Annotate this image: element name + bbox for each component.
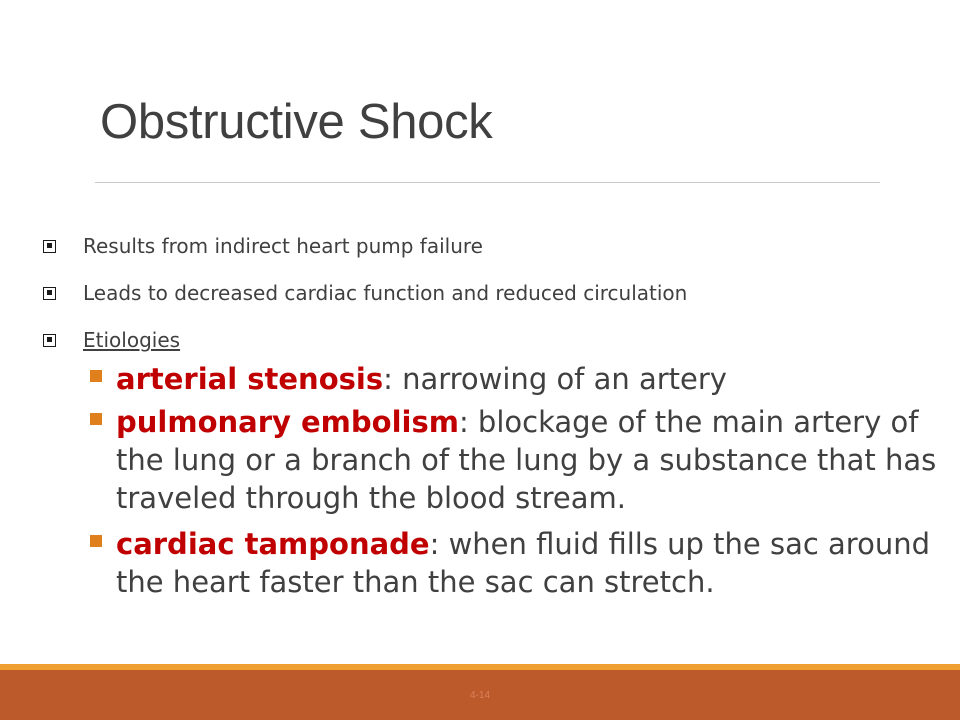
sub-bullet-item [90, 403, 940, 517]
definition: : when fluid fills up the sac around the heart faster than the sac can stretch. [116, 527, 930, 599]
bullet-text: Leads to decreased cardiac function and reduced circulation [83, 281, 688, 305]
page-number: 4-14 [469, 690, 490, 701]
bullet-item [43, 327, 180, 353]
title-divider [95, 182, 880, 183]
orange-square-bullet-icon [90, 413, 102, 425]
orange-square-bullet-icon [90, 370, 102, 382]
etiologies-heading: Etiologies [83, 328, 181, 352]
boxed-square-bullet-icon [43, 334, 56, 347]
sub-bullet-item [90, 360, 940, 398]
bullet-item [43, 233, 483, 259]
orange-square-bullet-icon [90, 535, 102, 547]
boxed-square-bullet-icon [43, 240, 56, 253]
term: arterial stenosis [116, 362, 384, 396]
slide-title: Obstructive Shock [100, 95, 493, 149]
boxed-square-bullet-icon [43, 287, 56, 300]
definition: : narrowing of an artery [383, 362, 727, 396]
definition: : blockage of the main artery of the lung or a branch of the lung by a substance that has traveled through the blood stream. [116, 405, 937, 515]
bullet-text: Results from indirect heart pump failure [83, 234, 483, 258]
bullet-item [43, 280, 687, 306]
term: cardiac tamponade [116, 527, 430, 561]
term: pulmonary embolism [116, 405, 459, 439]
sub-bullet-item [90, 525, 940, 601]
